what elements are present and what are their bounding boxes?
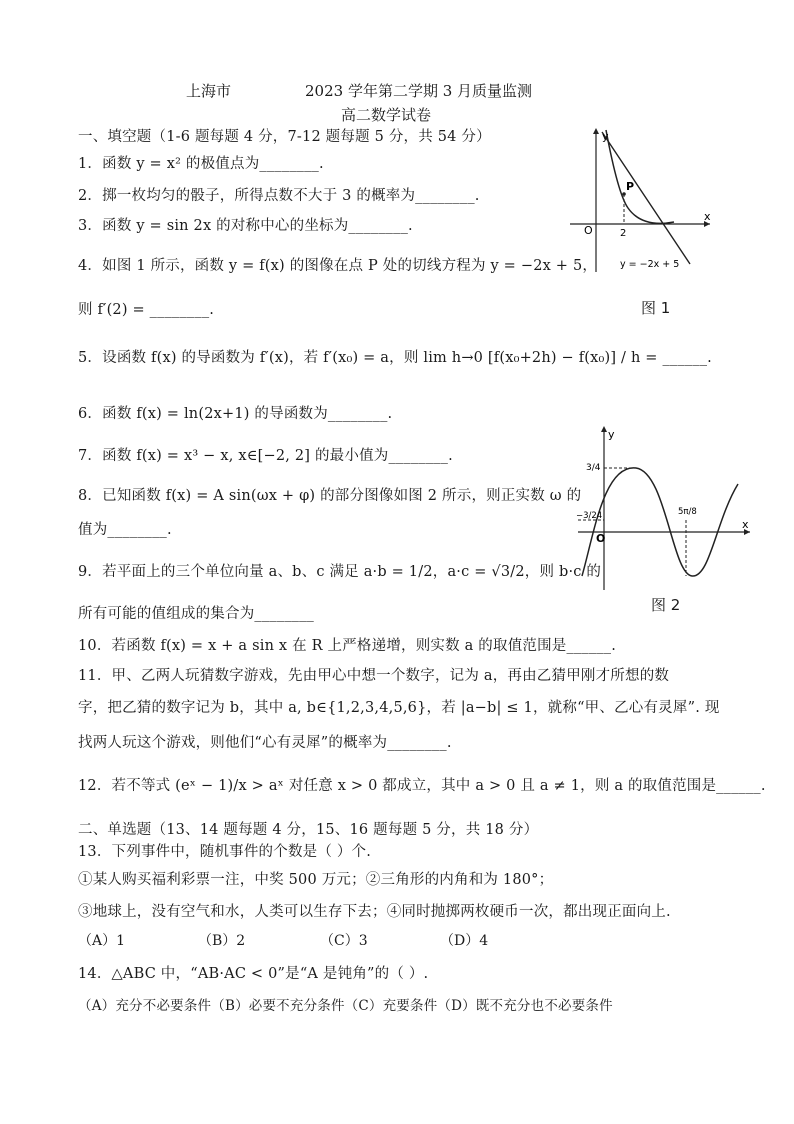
question-12: 12．若不等式 (eˣ − 1)/x > aˣ 对任意 x > 0 都成立，其中 a > 0 且 a ≠ 1，则 a 的取值范围是______. [78,778,766,794]
question-13-option-c: （C）3 [320,933,368,949]
figure-1 [562,124,712,274]
fig2-tick-max: 3/4 [586,463,601,473]
header-city: 上海市 [186,82,232,100]
question-13-option-a: （A）1 [78,933,126,949]
question-13-option-b: （B）2 [198,933,246,949]
figure-2-graph [574,424,754,594]
fig1-label-p: P [626,180,635,193]
question-13-item-line-2: ③地球上，没有空气和水，人类可以生存下去；④同时抛掷两枚硬币一次，都出现正面向上. [78,904,671,920]
question-8-line-1: 8．已知函数 f(x) = A sin(ωx + φ) 的部分图像如图 2 所示，则正实数 ω 的 [78,488,582,504]
fig1-tangent-line [602,132,690,264]
fig1-curve [606,130,674,223]
question-8-line-2: 值为________. [78,522,172,538]
question-10: 10．若函数 f(x) = x + a sin x 在 R 上严格递增，则实数 a 的取值范围是______. [78,638,617,654]
fig1-label-y: y [602,130,609,143]
fig2-tick-right: 5π/8 [678,507,697,517]
fig2-label-o: O [596,532,606,545]
figure-1-caption: 图 1 [641,299,671,317]
fig1-tangent-label: y = −2x + 5 [620,259,680,270]
question-2: 2．掷一枚均匀的骰子，所得点数不大于 3 的概率为________. [78,188,480,204]
section-2-heading: 二、单选题（13、14 题每题 4 分，15、16 题每题 5 分，共 18 分） [78,822,539,838]
question-14-stem: 14．△ABC 中，“AB·AC < 0”是“A 是钝角”的（ ）. [78,966,429,982]
question-9-line-2: 所有可能的值组成的集合为________ [78,606,314,622]
question-14-options: （A）充分不必要条件（B）必要不充分条件（C）充要条件（D）既不充分也不必要条件 [78,998,613,1014]
question-4-line-1: 4．如图 1 所示，函数 y = f(x) 的图像在点 P 处的切线方程为 y = −2x + 5， [78,258,598,274]
figure-2 [574,424,754,594]
fig1-label-x: x [704,210,711,223]
question-11-line-1: 11．甲、乙两人玩猜数字游戏，先由甲心中想一个数字，记为 a，再由乙猜甲刚才所想的数 [78,668,670,684]
header-title: 2023 学年第二学期 3 月质量监测 [305,82,533,100]
question-7: 7．函数 f(x) = x³ − x, x∈[−2, 2] 的最小值为________. [78,448,453,464]
fig2-label-x: x [742,518,749,531]
fig2-tick-neg: −3/24 [576,511,603,521]
question-9-line-1: 9．若平面上的三个单位向量 a、b、c 满足 a·b = 1/2，a·c = √3/2，则 b·c 的 [78,564,602,580]
question-13-stem: 13．下列事件中，随机事件的个数是（ ）个. [78,844,372,860]
question-13-item-line-1: ①某人购买福利彩票一注，中奖 500 万元；②三角形的内角和为 180°； [78,872,554,888]
figure-1-graph [562,124,712,274]
question-4-line-2: 则 f′(2) = ________. [78,302,215,318]
question-1: 1．函数 y = x² 的极值点为________. [78,156,324,172]
fig2-label-y: y [608,428,615,441]
question-11-line-2: 字，把乙猜的数字记为 b，其中 a, b∈{1,2,3,4,5,6}，若 |a−b| ≤ 1，就称“甲、乙心有灵犀”. 现 [78,700,720,716]
fig2-curve [582,468,738,576]
fig1-label-o: O [584,224,593,237]
question-11-line-3: 找两人玩这个游戏，则他们“心有灵犀”的概率为________. [78,735,452,751]
header-subtitle: 高二数学试卷 [341,106,432,124]
question-5: 5．设函数 f(x) 的导函数为 f′(x)，若 f′(x₀) = a，则 lim h→0 [f(x₀+2h) − f(x₀)] / h = ______. [78,350,712,366]
question-6: 6．函数 f(x) = ln(2x+1) 的导函数为________. [78,406,393,422]
fig1-tick-2: 2 [620,228,627,239]
question-13-option-d: （D）4 [440,933,489,949]
section-1-heading: 一、填空题（1-6 题每题 4 分，7-12 题每题 5 分，共 54 分） [78,129,491,145]
question-3: 3．函数 y = sin 2x 的对称中心的坐标为________. [78,218,413,234]
figure-2-caption: 图 2 [651,596,681,614]
